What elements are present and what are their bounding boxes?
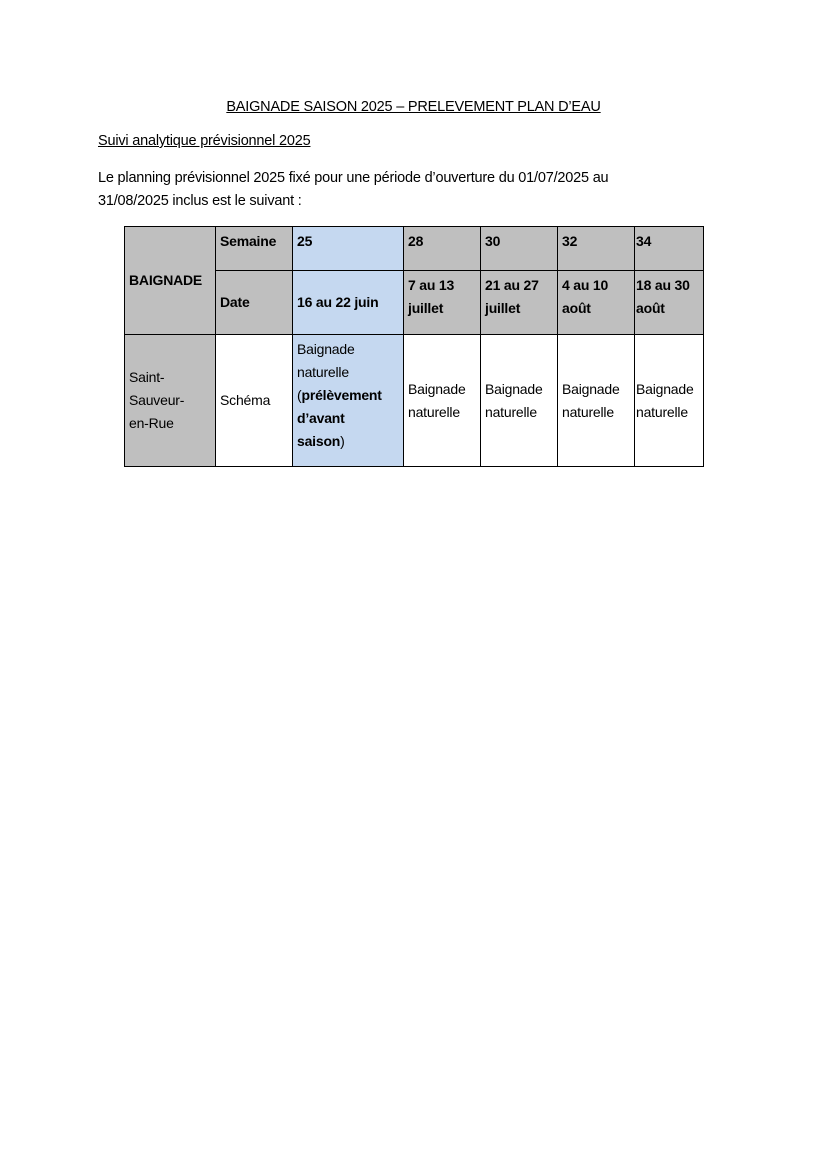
date-cell [481,271,558,335]
week-label-cell [216,227,293,271]
site-name-line3: en-Rue [129,415,174,431]
paren-close: ) [340,433,345,449]
bathing-line2: naturelle [485,403,537,420]
date-cell [404,271,481,335]
date-range: 16 au 22 juin [297,294,379,310]
week-cell [558,227,635,271]
date-range-line2: juillet [485,300,521,316]
date-range-line1: 18 au 30 [636,277,690,293]
date-cell [635,271,704,335]
bathing-line1: Baignade [297,341,355,357]
week-number: 34 [636,233,652,249]
section-subtitle: Suivi analytique prévisionnel 2025 [98,133,311,149]
week-number: 25 [297,233,313,249]
intro-paragraph [98,167,698,213]
week-label: Semaine [220,233,277,249]
week-number: 28 [408,233,424,249]
site-name-line2: Sauveur- [129,392,185,408]
site-name-cell [125,335,216,467]
week-number: 30 [485,233,501,249]
pre-season-bold-3: saison [297,433,341,449]
site-name-line1: Saint- [129,369,165,385]
bathing-line1: Baignade [636,380,694,397]
bathing-line1: Baignade [485,380,543,397]
bathing-cell [558,335,635,467]
page-title: BAIGNADE SAISON 2025 – PRELEVEMENT PLAN D’EAU [226,99,601,115]
table-row-week [125,227,704,271]
date-range-line2: août [562,300,591,316]
site-type-cell [216,335,293,467]
date-range-line1: 21 au 27 [485,277,539,293]
week-cell [481,227,558,271]
date-range-line1: 7 au 13 [408,277,455,293]
bathing-line2: naturelle [562,403,614,420]
bathing-cell [635,335,704,467]
planning-table [124,226,704,467]
date-cell [558,271,635,335]
bathing-cell [404,335,481,467]
date-cell [293,271,404,335]
intro-line-1: Le planning prévisionnel 2025 fixé pour une période d’ouverture du 01/07/2025 au [98,170,609,186]
corner-label: BAIGNADE [129,272,203,288]
bathing-line1: Baignade [408,380,466,397]
bathing-line1: Baignade [562,380,620,397]
corner-label-cell [125,227,216,335]
pre-season-bold-2: d’avant [297,410,345,426]
date-range-line1: 4 au 10 [562,277,609,293]
date-range-line2: juillet [408,300,444,316]
bathing-cell [481,335,558,467]
date-label: Date [220,294,250,310]
week-cell [293,227,404,271]
week-cell [404,227,481,271]
bathing-line2: naturelle [408,403,460,420]
bathing-line2: naturelle [297,364,349,380]
week-cell [635,227,704,271]
site-type: Schéma [220,392,271,408]
table-row-site [125,335,704,467]
intro-line-2: 31/08/2025 inclus est le suivant : [98,193,302,209]
bathing-line2: naturelle [636,403,688,420]
bathing-cell-highlighted [293,335,404,467]
date-range-line2: août [636,300,665,316]
pre-season-bold-1: prélèvement [301,387,382,403]
week-number: 32 [562,233,578,249]
date-label-cell [216,271,293,335]
paren-open: ( [297,387,302,403]
